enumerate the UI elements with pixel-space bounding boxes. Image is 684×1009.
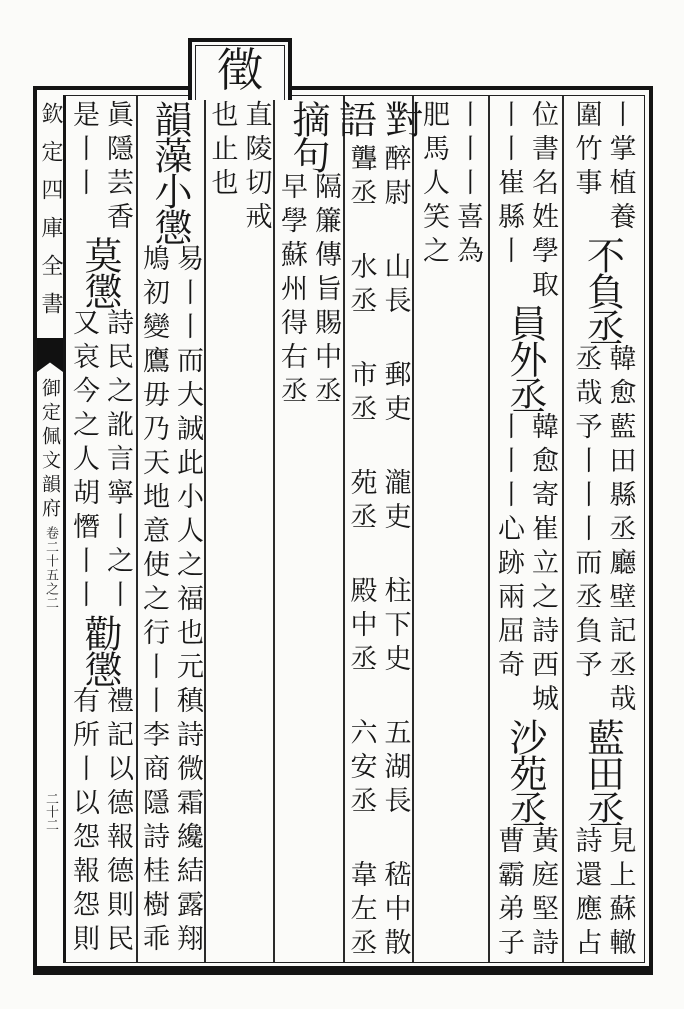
annotation-right-line: 丨掌植養	[604, 100, 636, 236]
work-title: 御定佩文韻府	[39, 378, 61, 522]
annotation-left-line: 早學蘇州得右丞	[276, 172, 307, 410]
text-column	[332, 100, 423, 962]
annotation-right-line: 隔簾傳旨賜中丞	[310, 172, 341, 410]
annotation-left-line: 是丨丨	[68, 100, 99, 202]
section-label: 摘句	[286, 100, 330, 172]
annotation	[491, 412, 559, 718]
headword: 藍田丞	[580, 718, 625, 826]
text-column	[136, 100, 204, 962]
annotation	[274, 172, 342, 410]
annotation	[416, 100, 484, 270]
annotation-right-line: 柱下史	[379, 576, 411, 678]
annotation-left-line: 聾丞	[345, 144, 377, 212]
annotation-right-line: 郵吏	[379, 360, 411, 428]
page-number: 二十二	[43, 792, 58, 831]
annotation-right-line: 見上蘇轍	[604, 826, 636, 962]
text-column	[64, 100, 136, 962]
paired-term	[344, 860, 412, 962]
annotation	[205, 100, 273, 236]
annotation-left-line: 韋左丞	[345, 860, 377, 962]
annotation-right-line: 禮記以德報德則民	[102, 686, 133, 958]
annotation	[569, 344, 637, 718]
headword: 員外丞	[503, 304, 547, 412]
annotation	[66, 308, 134, 614]
annotation	[66, 686, 134, 958]
text-column	[273, 100, 343, 962]
section-label: 對語	[332, 100, 423, 136]
paired-term	[344, 252, 412, 320]
text-column	[204, 100, 273, 962]
annotation-left-line: 也止也	[206, 100, 238, 202]
paired-term	[344, 360, 412, 428]
annotation-left-line: 詩還應占	[570, 826, 602, 962]
paired-term	[344, 144, 412, 212]
annotation	[491, 826, 559, 962]
annotation-left-line: 丨丨丨心跡兩屈奇	[493, 412, 524, 684]
headword: 不負丞	[580, 236, 625, 344]
text-column	[412, 100, 488, 962]
book-title: 欽定四庫全書	[38, 102, 63, 330]
annotation-right-line: 位書名姓學取	[527, 100, 558, 304]
annotation	[66, 100, 134, 236]
annotation-right-line: 山長	[379, 252, 411, 320]
annotation	[569, 826, 637, 962]
paired-term	[344, 718, 412, 820]
annotation-left-line: 有所丨以怨報怨則	[68, 686, 99, 958]
annotation-left-line: 苑丞	[345, 468, 377, 536]
annotation-left-line: 市丞	[345, 360, 377, 428]
headword: 小懲	[148, 172, 192, 244]
annotation-right-line: 詩民之訛言寧丨之丨	[102, 308, 133, 614]
annotation-right-line: 丨丨丨喜為	[452, 100, 483, 270]
annotation-right-line: 韓愈寄崔立之詩西城	[527, 412, 558, 718]
annotation-right-line: 嵇中散	[379, 860, 411, 962]
annotation-left-line: 殿中丞	[345, 576, 377, 678]
annotation-right-line: 黃庭堅詩	[527, 826, 558, 962]
heading-character: 徵	[217, 43, 263, 97]
annotation-left-line: 曹霸弟子	[493, 826, 524, 962]
annotation-left-line: 丞哉予丨丨丨而丞負予	[570, 344, 602, 684]
annotation-right-line: 易丨丨而大誠此小人之福也元稹詩微霜纔結露翔	[172, 244, 203, 958]
text-column	[488, 100, 562, 962]
annotation-right-line: 五湖長	[379, 718, 411, 820]
annotation-right-line: 韓愈藍田縣丞廳壁記丞哉	[604, 344, 636, 718]
section-label: 韻藻	[148, 100, 192, 172]
annotation-left-line: 水丞	[345, 252, 377, 320]
paired-term	[344, 468, 412, 536]
annotation-right-line: 直陵切戒	[240, 100, 272, 236]
annotation	[136, 244, 204, 958]
juan-number: 卷二十五之二	[43, 526, 58, 610]
text-column	[562, 100, 643, 962]
annotation	[569, 100, 637, 236]
annotation	[491, 100, 559, 304]
annotation-left-line: 鳩初變鷹毋乃天地意使之行丨丨李商隱詩桂樹乖	[138, 244, 169, 958]
headword: 莫懲	[78, 236, 122, 308]
headword: 勸懲	[78, 614, 122, 686]
annotation-right-line: 瀧吏	[379, 468, 411, 536]
heading-tab	[188, 38, 292, 100]
annotation-right-line: 醉尉	[379, 144, 411, 212]
annotation-left-line: 丨丨崔縣丨	[493, 100, 524, 270]
annotation-left-line: 圍竹事	[570, 100, 602, 202]
annotation-left-line: 肥馬人笑之	[418, 100, 449, 270]
annotation-left-line: 六安丞	[345, 718, 377, 820]
annotation-left-line: 又哀今之人胡憯丨丨	[68, 308, 99, 614]
headword: 沙苑丞	[503, 718, 547, 826]
annotation-right-line: 眞隱芸香	[102, 100, 133, 236]
paired-term	[344, 576, 412, 678]
